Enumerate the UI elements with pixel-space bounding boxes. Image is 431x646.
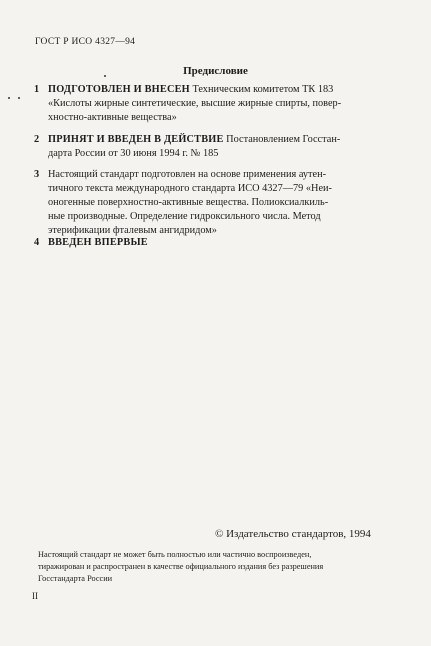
notice-line: Настоящий стандарт не может быть полностью или частично воспроизведен,	[38, 550, 312, 559]
item-text: оногенные поверхностно-активные вещества. Полиоксиалкиль-	[48, 197, 329, 208]
item-lead: ПРИНЯТ И ВВЕДЕН В ДЕЙСТВИЕ	[48, 134, 224, 145]
item-text: Постановлением Госстан-	[226, 134, 341, 145]
item-text: Настоящий стандарт подготовлен на основе применения аутен-	[48, 169, 327, 180]
standard-designation: ГОСТ Р ИСО 4327—94	[35, 37, 136, 47]
preface-item-1	[34, 83, 384, 125]
scan-speck	[8, 97, 10, 99]
item-number: 2	[34, 134, 40, 145]
copyright-line: © Издательство стандартов, 1994	[215, 528, 371, 540]
item-lead: ВВЕДЕН ВПЕРВЫЕ	[48, 237, 148, 248]
scan-speck	[104, 75, 106, 77]
notice-line: Госстандарта России	[38, 574, 113, 583]
item-text: «Кислоты жирные синтетические, высшие жирные спирты, повер-	[48, 98, 342, 109]
item-text: хностно-активные вещества»	[48, 112, 177, 123]
item-text: этерификации фталевым ангидридом»	[48, 225, 217, 236]
preface-item-3	[34, 168, 384, 238]
item-text: ные производные. Определение гидроксильного числа. Метод	[48, 211, 321, 222]
page-title: Предисловие	[183, 65, 248, 77]
item-number: 4	[34, 237, 40, 248]
item-number: 1	[34, 84, 40, 95]
notice-line: тиражирован и распространен в качестве официального издания без разрешения	[38, 562, 324, 571]
item-text: дарта России от 30 июня 1994 г. № 185	[48, 148, 219, 159]
preface-item-4	[34, 236, 384, 250]
reproduction-notice	[38, 549, 398, 585]
item-text: тичного текста международного стандарта ИСО 4327—79 «Неи-	[48, 183, 332, 194]
item-lead: ПОДГОТОВЛЕН И ВНЕСЕН	[48, 84, 190, 95]
preface-item-2	[34, 133, 384, 161]
scan-speck	[18, 97, 20, 99]
page-number: II	[32, 591, 38, 601]
item-number: 3	[34, 169, 40, 180]
item-text: Техническим комитетом ТК 183	[192, 84, 334, 95]
